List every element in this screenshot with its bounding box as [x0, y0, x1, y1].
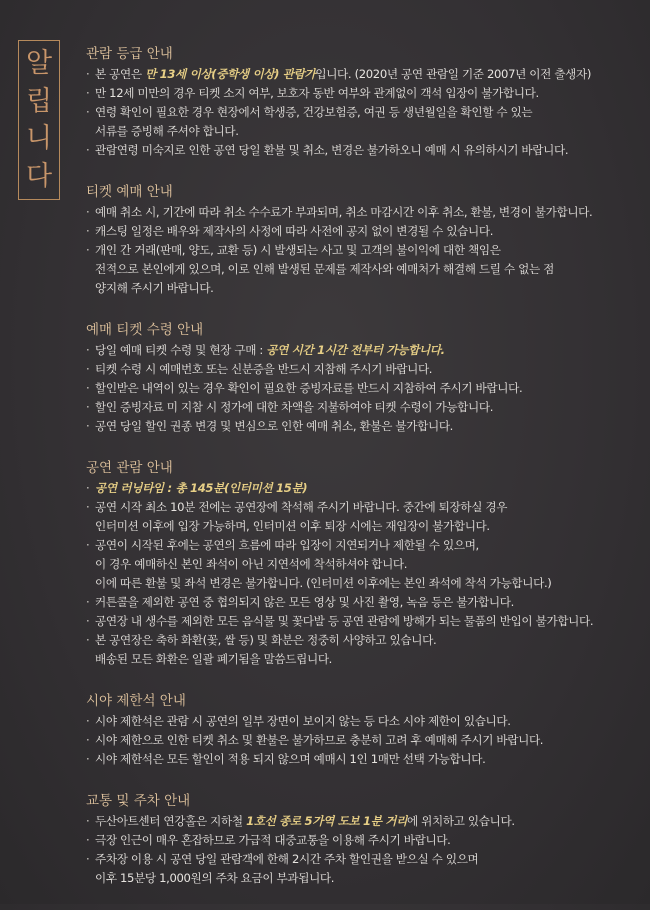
section-list — [86, 479, 636, 669]
list-item: · 시야 제한으로 인한 티켓 취소 및 환불은 불가하므로 충분히 고려 후 예매해 주시기 바랍니다. — [86, 731, 636, 750]
list-item: · 시야 제한석은 관람 시 공연의 일부 장면이 보이지 않는 등 다소 시야 제한이 있습니다. — [86, 712, 636, 731]
title-char: 다 — [25, 160, 53, 192]
list-item: · 본 공연은 만 13세 이상(중학생 이상) 관람가입니다. (2020년 공연 관람일 기준 2007년 이전 출생자) — [86, 65, 636, 84]
list-item: · 공연 당일 할인 권종 변경 및 변심으로 인한 예매 취소, 환불은 불가합니다. — [86, 417, 636, 436]
list-item: · 만 12세 미만의 경우 티켓 소지 여부, 보호자 동반 여부와 관계없이 객석 입장이 불가합니다. — [86, 84, 636, 103]
section-limited-view-seats — [86, 691, 636, 769]
highlight-text: 공연 시간 1시간 전부터 가능합니다. — [266, 343, 445, 357]
list-item — [86, 479, 636, 498]
list-item: · 할인받은 내역이 있는 경우 확인이 필요한 증빙자료를 반드시 지참하여 주시기 바랍니다. — [86, 379, 636, 398]
list-item: · 연령 확인이 필요한 경우 현장에서 학생증, 건강보험증, 여권 등 생년월일을 확인할 수 있는 서류를 증빙해 주셔야 합니다. — [86, 103, 636, 141]
title-char: 립 — [25, 85, 53, 117]
list-item: · 주차장 이용 시 공연 당일 관람객에 한해 2시간 주차 할인권을 받으실 수 있으며 이후 15분당 1,000원의 주차 요금이 부과됩니다. — [86, 850, 636, 888]
title-char: 니 — [25, 123, 53, 155]
highlight-text: 만 13세 이상(중학생 이상) 관람가 — [145, 67, 316, 81]
title-char: 알 — [25, 48, 53, 80]
section-title: 교통 및 주차 안내 — [86, 793, 191, 809]
highlight-text: 1호선 종로 5가역 도보 1분 거리 — [246, 814, 407, 828]
section-list — [86, 812, 636, 888]
list-item: · 캐스팅 일정은 배우와 제작사의 사정에 따라 사전에 공지 없이 변경될 수 있습니다. — [86, 222, 636, 241]
section-viewing — [86, 458, 636, 669]
list-item: · 공연 시작 최소 10분 전에는 공연장에 착석해 주시기 바랍니다. 중간에 퇴장하실 경우 인터미션 이후에 입장 가능하며, 인터미션 이후 퇴장 시에는 재입장이 불가합니다. — [86, 498, 636, 536]
section-title: 티켓 예매 안내 — [86, 184, 173, 200]
list-item: · 예매 취소 시, 기간에 따라 취소 수수료가 부과되며, 취소 마감시간 이후 취소, 환불, 변경이 불가합니다. — [86, 203, 636, 222]
list-item: · 두산아트센터 연강홀은 지하철 1호선 종로 5가역 도보 1분 거리에 위치하고 있습니다. — [86, 812, 636, 831]
notice-content — [86, 44, 636, 910]
list-item: · 본 공연장은 축하 화환(꽃, 쌀 등) 및 화분은 정중히 사양하고 있습니다. 배송된 모든 화환은 일괄 폐기됨을 말씀드립니다. — [86, 631, 636, 669]
list-item: · 공연장 내 생수를 제외한 모든 음식물 및 꽃다발 등 공연 관람에 방해가 되는 물품의 반입이 불가합니다. — [86, 612, 636, 631]
section-list — [86, 203, 636, 298]
section-title: 공연 관람 안내 — [86, 460, 173, 476]
list-item: · 할인 증빙자료 미 지참 시 정가에 대한 차액을 지불하여야 티켓 수령이 가능합니다. — [86, 398, 636, 417]
section-rating — [86, 44, 636, 160]
section-ticket-booking — [86, 182, 636, 298]
section-transport-parking — [86, 791, 636, 888]
list-item: · 커튼콜을 제외한 공연 중 협의되지 않은 모든 영상 및 사진 촬영, 녹음 등은 불가합니다. — [86, 593, 636, 612]
list-item: · 당일 예매 티켓 수령 및 현장 구매 : 공연 시간 1시간 전부터 가능합니다. — [86, 341, 636, 360]
list-item: · 티켓 수령 시 예매번호 또는 신분증을 반드시 지참해 주시기 바랍니다. — [86, 360, 636, 379]
notice-title-box — [18, 40, 60, 200]
section-title: 시야 제한석 안내 — [86, 693, 186, 709]
list-item: · 시야 제한석은 모든 할인이 적용 되지 않으며 예매시 1인 1매만 선택 가능합니다. — [86, 750, 636, 769]
list-item: · 극장 인근이 매우 혼잡하므로 가급적 대중교통을 이용해 주시기 바랍니다. — [86, 831, 636, 850]
section-list — [86, 65, 636, 160]
list-item: · 관람연령 미숙지로 인한 공연 당일 환불 및 취소, 변경은 불가하오니 예매 시 유의하시기 바랍니다. — [86, 141, 636, 160]
section-ticket-pickup — [86, 320, 636, 436]
section-list — [86, 341, 636, 436]
section-title: 관람 등급 안내 — [86, 46, 173, 62]
highlight-text: 공연 러닝타임 : 총 145분(인터미션 15분) — [95, 481, 308, 495]
list-item: · 개인 간 거래(판매, 양도, 교환 등) 시 발생되는 사고 및 고객의 불이익에 대한 책임은 전적으로 본인에게 있으며, 이로 인해 발생된 문제를 제작사와 예매처가 해결해 드릴 수 없는 점 양지해 주시기 바랍니다. — [86, 241, 636, 298]
list-item: · 공연이 시작된 후에는 공연의 흐름에 따라 입장이 지연되거나 제한될 수 있으며, 이 경우 예매하신 본인 좌석이 아닌 지연석에 착석하셔야 합니다. 이에 따른 환불 및 좌석 변경은 불가합니다. (인터미션 이후에는 본인 좌석에 착석 가능합니다.) — [86, 536, 636, 593]
section-list — [86, 712, 636, 769]
section-title: 예매 티켓 수령 안내 — [86, 322, 204, 338]
